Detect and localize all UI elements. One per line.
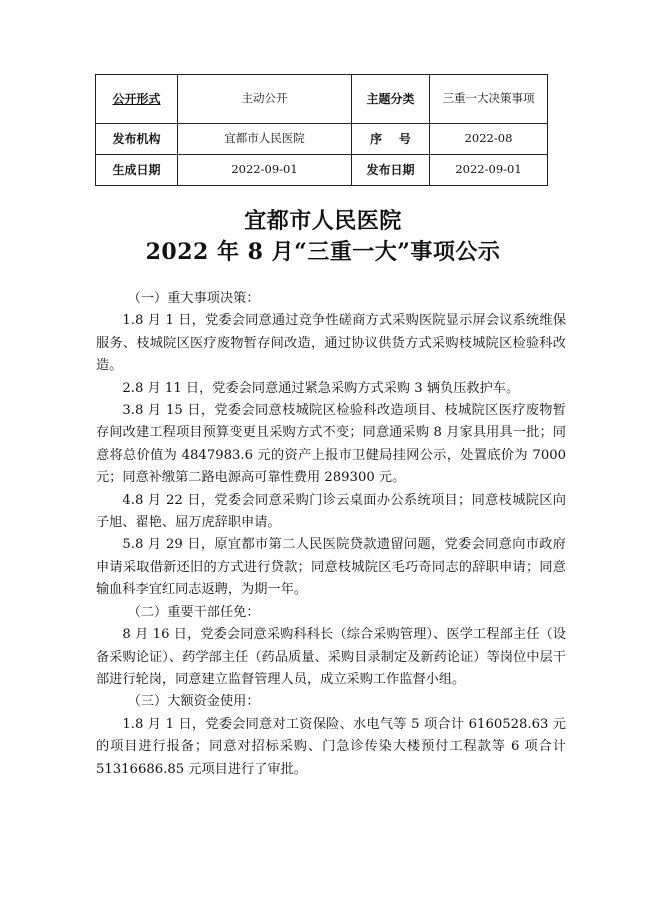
open-form-value: 主动公开 (178, 75, 352, 124)
paragraph: 1.8 月 1 日，党委会同意通过竞争性磋商方式采购医院显示屏会议系统维保服务、枝城院区医疗废物暂存间改造，通过协议供货方式采购枝城院区检验科改造。 (96, 313, 566, 374)
section-heading-major: （一）重大事项决策： (127, 291, 260, 306)
paragraph: 1.8 月 1 日，党委会同意对工资保险、水电气等 5 项合计 6160528.63 元的项目进行报备；同意对招标采购、门急诊传染大楼预付工程款等 6 项合计 51316686.85 元项目进行了审批。 (96, 716, 566, 777)
paragraph: 2.8 月 11 日，党委会同意通过紧急采购方式采购 3 辆负压救护车。 (122, 380, 520, 396)
metadata-table (95, 74, 548, 186)
serial-value: 2022-08 (430, 124, 548, 155)
open-form-label-text: 公开形式 (112, 91, 161, 106)
category-value: 三重一大决策事项 (430, 75, 548, 124)
release-date-value: 2022-09-01 (430, 155, 548, 186)
metadata-row (96, 124, 548, 155)
metadata-row (96, 155, 548, 186)
paragraph: 8 月 16 日，党委会同意采购科科长（综合采购管理）、医学工程部主任（设备采购论证）、药学部主任（药品质量、采购目录制定及新药论证）等岗位中层干部进行轮岗，同意建立监督管理人员，成立采购工作监督小组。 (96, 627, 566, 687)
section-heading-funds: （三）大额资金使用： (127, 694, 260, 710)
section-heading-personnel: （二）重要干部任免： (127, 604, 260, 620)
page-title-line1: 宜都市人民医院 (244, 208, 402, 234)
metadata-row (96, 75, 548, 124)
serial-label: 序 号 (352, 124, 430, 155)
page-title-line2: 2022 年 8 月“三重一大”事项公示 (145, 239, 501, 265)
paragraph: 5.8 月 29 日，原宜都市第二人民医院贷款遗留问题，党委会同意向市政府申请采取借新还旧的方式进行贷款；同意枝城院区毛巧奇同志的辞职申请；同意输血科李宜红同志返聘，为期一年。 (96, 537, 566, 598)
release-date-label: 发布日期 (352, 155, 430, 186)
open-form-label (96, 75, 178, 124)
publisher-label: 发布机构 (96, 124, 178, 155)
generated-date-label: 生成日期 (96, 155, 178, 186)
paragraph: 4.8 月 22 日，党委会同意采购门诊云桌面办公系统项目；同意枝城院区向子旭、翟艳、屈万虎辞职申请。 (96, 492, 566, 531)
generated-date-value: 2022-09-01 (178, 155, 352, 186)
document-body (96, 288, 566, 781)
category-label: 主题分类 (352, 75, 430, 124)
publisher-value: 宜都市人民医院 (178, 124, 352, 155)
paragraph: 3.8 月 15 日，党委会同意枝城院区检验科改造项目、枝城院区医疗废物暂存间改建工程项目预算变更且采购方式不变；同意通采购 8 月家具用具一批；同意将总价值为 4847983.6 元的资产上报市卫健局挂网公示，处置底价为 7000 元；同意补缴第二路电源高可靠性费用 289300 元。 (96, 403, 566, 486)
